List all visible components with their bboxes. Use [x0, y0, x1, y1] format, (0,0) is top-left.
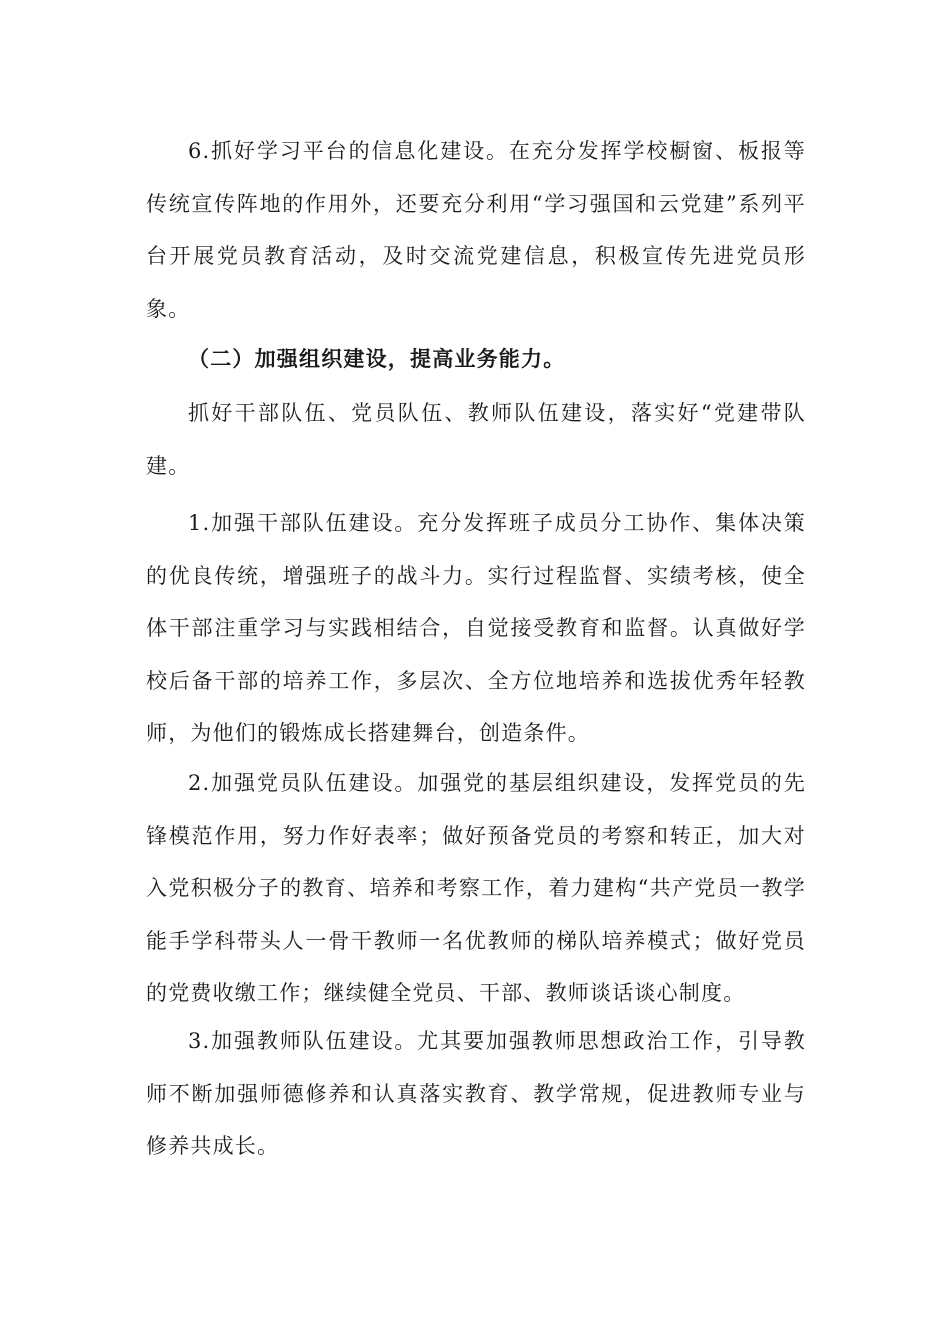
- paragraph-item-6: 6.抓好学习平台的信息化建设。在充分发挥学校橱窗、板报等传统宣传阵地的作用外，还要充分利用“学习强国和云党建”系列平台开展党员教育活动，及时交流党建信息，积极宣传先进党员形象。: [146, 139, 806, 321]
- paragraph-item-3: 3.加强教师队伍建设。尤其要加强教师思想政治工作，引导教师不断加强师德修养和认真落实教育、教学常规，促进教师专业与修养共成长。: [146, 1029, 806, 1158]
- paragraph-intro: 抓好干部队伍、党员队伍、教师队伍建设，落实好“党建带队建。: [146, 401, 806, 478]
- paragraph-item-1: 1.加强干部队伍建设。充分发挥班子成员分工协作、集体决策的优良传统，增强班子的战斗力。实行过程监督、实绩考核，使全体干部注重学习与实践相结合，自觉接受教育和监督。认真做好学校后备干部的培养工作，多层次、全方位地培养和选拔优秀年轻教师，为他们的锻炼成长搭建舞台，创造条件。: [146, 511, 806, 745]
- section-heading: （二）加强组织建设，提高业务能力。: [188, 347, 566, 371]
- paragraph-item-2: 2.加强党员队伍建设。加强党的基层组织建设，发挥党员的先锋模范作用，努力作好表率；做好预备党员的考察和转正，加大对入党积极分子的教育、培养和考察工作，着力建构“共产党员一教学能手学科带头人一骨干教师一名优教师的梯队培养模式；做好党员的党费收缴工作；继续健全党员、干部、教师谈话谈心制度。: [146, 771, 806, 1005]
